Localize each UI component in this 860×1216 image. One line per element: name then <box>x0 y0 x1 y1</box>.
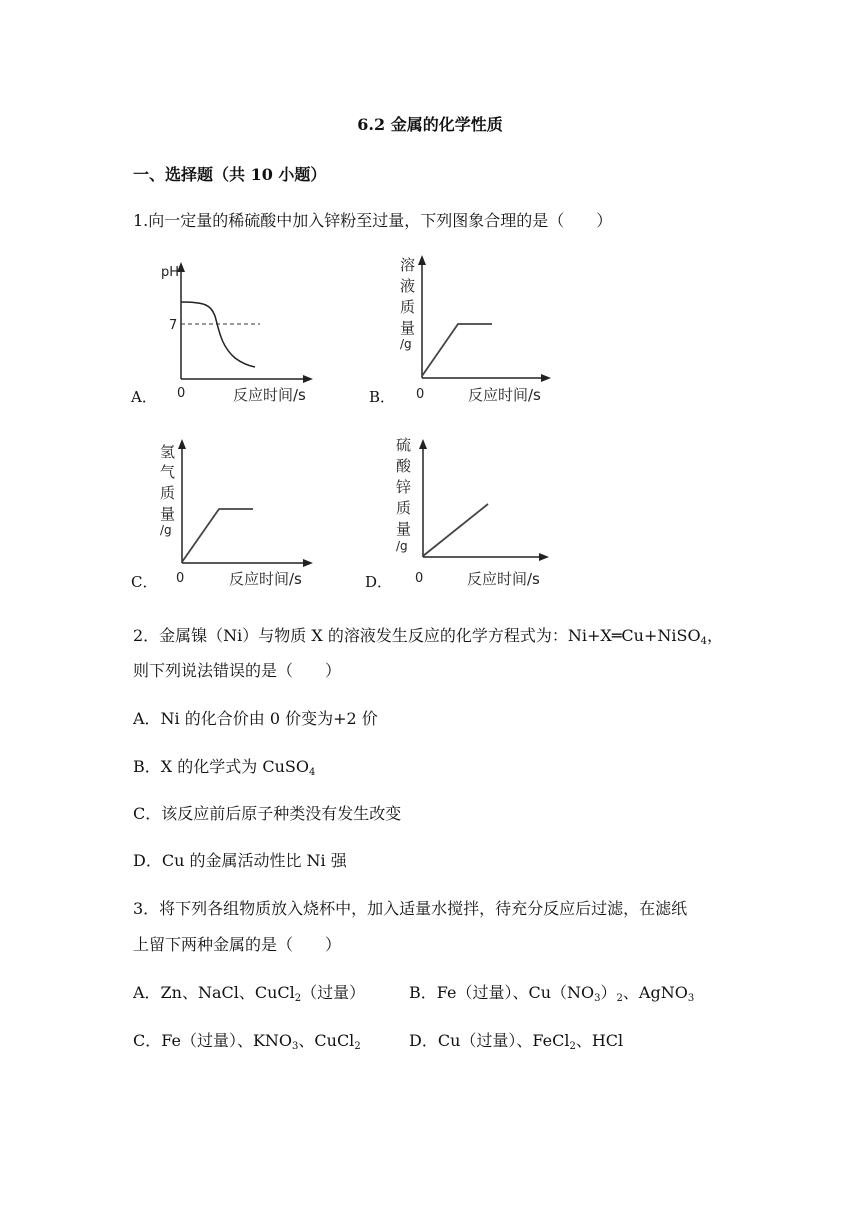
q3-option-d: D．Cu（过量）、FeCl$_2$、HCl <box>409 1031 624 1052</box>
graph-d-origin: 0 <box>415 571 424 586</box>
graph-d-y-char: 硫 <box>396 436 412 454</box>
q1-option-b-label: B． <box>369 388 396 406</box>
graph-d-y-char: 酸 <box>396 457 412 475</box>
q2-option-d: D．Cu 的金属活动性比 Ni 强 <box>133 851 347 870</box>
graph-a <box>155 258 325 408</box>
q2-option-a: A．Ni 的化合价由 0 价变为+2 价 <box>133 709 378 728</box>
graph-b-y-char: 量 <box>400 319 416 337</box>
q3-stem-line1: 3．将下列各组物质放入烧杯中，加入适量水搅拌，待充分反应后过滤，在滤纸 <box>133 899 688 918</box>
section-heading: 一、选择题（共 10 小题） <box>133 165 327 184</box>
graph-a-curve <box>181 302 255 367</box>
graph-a-y-label: pH <box>161 265 180 280</box>
q2-stem-line1: 2．金属镍（Ni）与物质 X 的溶液发生反应的化学方程式为：Ni+X═Cu+NiSO$_4$， <box>133 626 723 647</box>
graph-b-curve <box>422 324 492 376</box>
page-title: 6.2 金属的化学性质 <box>357 115 503 134</box>
graph-c-y-char: 气 <box>160 463 176 481</box>
graph-c-origin: 0 <box>176 571 185 586</box>
graph-d <box>391 432 561 597</box>
graph-c-y-char: 氢 <box>160 443 176 461</box>
graph-d-y-char: /g <box>396 539 408 553</box>
graph-c-y-char: /g <box>160 523 172 537</box>
graph-b-y-char: /g <box>400 337 412 351</box>
graph-c-y-char: 量 <box>160 505 176 523</box>
q2-option-b: B．X 的化学式为 CuSO$_4$ <box>133 757 316 778</box>
graph-d-curve <box>423 504 488 556</box>
q1-option-d-label: D． <box>365 573 393 591</box>
graph-b-y-char: 液 <box>400 277 416 295</box>
q1-option-c-label: C． <box>131 573 158 591</box>
graph-c-y-char: 质 <box>160 484 176 502</box>
graph-d-y-char: 量 <box>396 520 412 538</box>
graph-a-mark-label: 7 <box>169 318 178 333</box>
q1-stem: 1.向一定量的稀硫酸中加入锌粉至过量，下列图象合理的是（ ） <box>133 211 613 230</box>
graph-b-y-char: 溶 <box>400 256 416 274</box>
graph-b-origin: 0 <box>416 387 425 402</box>
q3-option-a: A．Zn、NaCl、CuCl$_2$（过量） <box>133 983 366 1004</box>
q3-stem-line2: 上留下两种金属的是（ ） <box>133 935 342 954</box>
graph-c <box>155 432 325 597</box>
q1-option-a-label: A． <box>131 388 157 406</box>
graph-d-x-label: 反应时间/s <box>467 570 540 588</box>
q2-option-c: C．该反应前后原子种类没有发生改变 <box>133 804 402 823</box>
graph-b-y-char: 质 <box>400 298 416 316</box>
q3-option-c: C．Fe（过量）、$KNO_3$、CuCl$_2$ <box>133 1031 361 1052</box>
graph-b <box>393 248 563 408</box>
q2-stem-line2: 则下列说法错误的是（ ） <box>133 661 342 680</box>
graph-d-y-char: 质 <box>396 499 412 517</box>
graph-c-x-label: 反应时间/s <box>229 570 302 588</box>
graph-d-y-char: 锌 <box>396 478 412 496</box>
graph-a-x-label: 反应时间/s <box>233 386 306 404</box>
graph-b-x-label: 反应时间/s <box>468 386 541 404</box>
q3-option-b: B．Fe（过量）、$Cu(NO_3)_2$、AgNO$_3$ <box>409 983 695 1004</box>
graph-c-curve <box>182 509 253 562</box>
graph-a-origin: 0 <box>177 386 186 401</box>
